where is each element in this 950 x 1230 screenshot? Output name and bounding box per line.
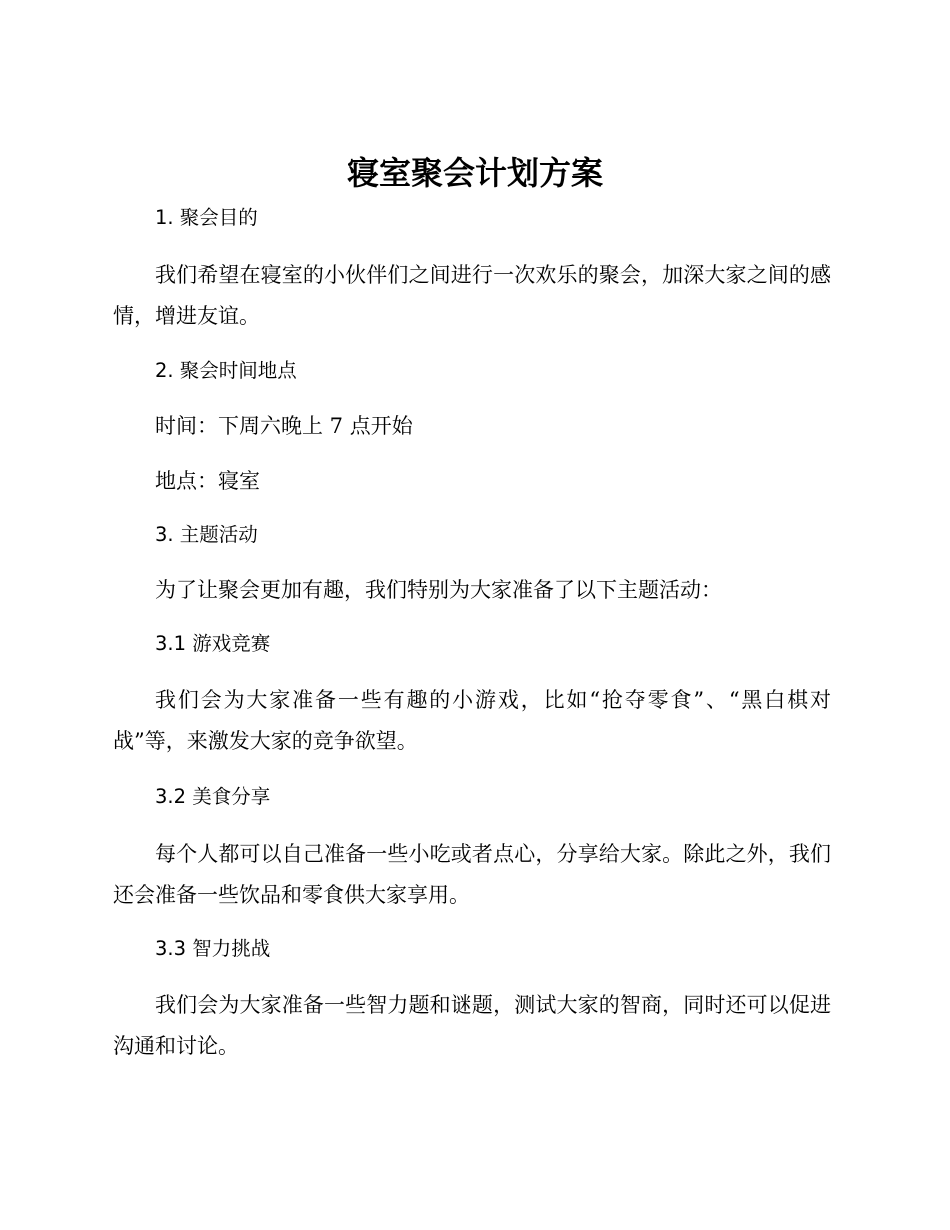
section-heading-purpose: 1. 聚会目的	[155, 206, 258, 229]
paragraph-activities-intro: 为了让聚会更加有趣，我们特别为大家准备了以下主题活动：	[155, 578, 722, 602]
paragraph-games: 我们会为大家准备一些有趣的小游戏，比如“抢夺零食”、“黑白棋对战”等，来激发大家的竞争欲望。	[113, 688, 831, 753]
paragraph-food: 每个人都可以自己准备一些小吃或者点心，分享给大家。除此之外，我们还会准备一些饮品和零食供大家享用。	[113, 842, 831, 907]
paragraph-place: 地点：寝室	[155, 469, 260, 493]
paragraph-purpose: 我们希望在寝室的小伙伴们之间进行一次欢乐的聚会，加深大家之间的感情，增进友谊。	[113, 263, 831, 328]
section-heading-activities: 3. 主题活动	[155, 523, 258, 546]
section-heading-challenge: 3.3 智力挑战	[155, 937, 271, 960]
section-heading-food: 3.2 美食分享	[155, 785, 271, 808]
section-heading-games: 3.1 游戏竞赛	[155, 632, 271, 655]
document-title: 寝室聚会计划方案	[346, 154, 603, 192]
section-heading-time-place: 2. 聚会时间地点	[155, 359, 297, 382]
paragraph-challenge: 我们会为大家准备一些智力题和谜题，测试大家的智商，同时还可以促进沟通和讨论。	[113, 993, 831, 1058]
paragraph-time: 时间：下周六晚上 7 点开始	[155, 414, 413, 438]
